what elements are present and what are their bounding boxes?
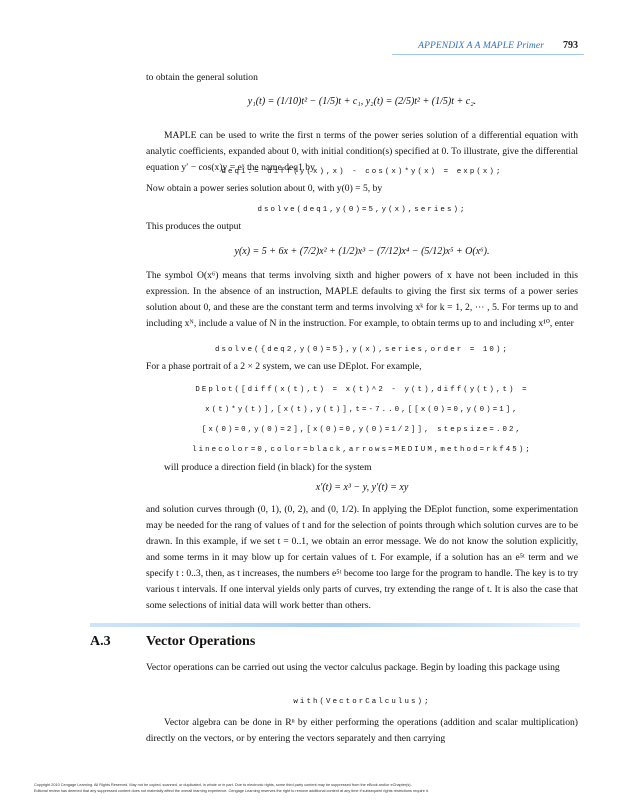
code-block-1 [146,164,578,180]
text-block-1 [146,70,578,86]
text-block-4 [146,219,578,235]
code-block-3 [146,342,578,358]
paragraph: Vector operations can be carried out using the vector calculus package. Begin by loading this package using [146,662,560,673]
text-block-5 [146,268,578,332]
paragraph: to obtain the general solution [146,72,258,83]
section-title: Vector Operations [146,634,256,649]
text-block-6 [146,359,578,375]
code-line: linecolor=0,color=black,arrows=MEDIUM,method=rkf45); [192,446,532,454]
code-line: dsolve({deq2,y(0)=5},y(x),series,order = 10); [214,346,510,354]
section-number: A.3 [90,634,111,649]
paragraph: Now obtain a power series solution about 0, with y(0) = 5, by [146,183,383,194]
section-code [146,694,578,710]
paragraph: Vector algebra can be done in Rⁿ by either performing the operations (addition and scalar multiplication) directly on the vectors, or by entering the vectors separately and then carrying [146,717,578,744]
equation: y₁(t) = (1/10)t² − (1/5)t + c₁, y₂(t) = (2/5)t² + (1/5)t + c₂. [247,96,477,107]
paragraph: and solution curves through (0, 1), (0, 2), and (0, 1/2). In applying the DEplot function, some experimentation may be needed for the rang of values of t and for the selection of points through which solution curves are to be drawn. In this example, if we set t = 0..1, we obtain an error message. We do not know the solution explicitly, and some terms in it may blow up for certain values of t. For example, if a solution has an e⁵ᵗ term and we specify t : 0..3, then, as t increases, the numbers e⁵ᵗ become too large for the program to handle. The key is to try various t intervals. If one interval yields only parts of curves, try extending the range of t. It is also the case that some selections of initial data will work better than others. [146,504,578,611]
running-head-rule [392,54,584,55]
paragraph: MAPLE can be used to write the first n terms of the power series solution of a differential equation with analytic coefficients, expanded about 0, with initial condition(s) specified at 0. To illustrate, give the differential equation y′ − cos(x)y = eˣ the name deq1 by [146,130,578,173]
text-block-7 [146,460,578,476]
paragraph: For a phase portrait of a 2 × 2 system, we can use DEplot. For example, [146,361,422,372]
code-line: x(t)*y(t)],[x(t),y(t)],t=-7..0,[[x(0)=0,y(0)=1], [205,406,519,414]
code-line: [x(0)=0,y(0)=2],[x(0)=0,y(0)=1/2]], stepsize=.02, [201,426,523,434]
paragraph: This produces the output [146,221,242,232]
section-paragraph-1 [146,660,578,676]
copyright-footer [34,782,594,794]
text-block-3 [146,181,578,197]
paragraph: will produce a direction field (in black) for the system [164,462,372,473]
section-paragraph-2 [146,715,578,747]
equation-general-solution [146,94,578,110]
footer-line: Editorial review has deemed that any suppressed content does not materially affect the overall learning experience. Cengage Learning reserves the right to remove additional content at any time if subsequent rights restrictions require it. [34,789,429,793]
code-line: dsolve(deq1,y(0)=5,y(x),series); [257,206,467,214]
section-band [90,623,580,627]
text-block-8 [146,502,578,614]
code-line: DEplot([diff(x(t),t) = x(t)^2 - y(t),diff(y(t),t) = [195,386,529,394]
footer-line: Copyright 2010 Cengage Learning. All Rights Reserved. May not be copied, scanned, or duplicated, in whole or in part. Due to electronic rights, some third party content may be suppressed from the eBook and/or eChapter(s). [34,783,412,787]
equation-system [146,480,578,496]
equation-series-output [146,244,578,260]
paragraph: The symbol O(x⁶) means that terms involving sixth and higher powers of x have not been included in this expression. In the absence of an instruction, MAPLE defaults to giving the first six terms of a power series solution about 0, and these are the constant term and terms involving xᵏ for k = 1, 2, ⋯ , 5. For terms up to and including xᴺ, include a value of N in the instruction. For example, to obtain terms up to and including x¹⁰, enter [146,270,578,329]
code-line: deq1:= diff(y(x),x) - cos(x)*y(x) = exp(x); [221,168,503,176]
code-block-deplot [146,380,578,460]
code-line: with(VectorCalculus); [293,698,431,706]
running-head [0,41,622,55]
page-number: 793 [563,40,578,51]
code-block-2 [146,202,578,218]
running-head-title: APPENDIX A A MAPLE Primer [418,41,544,51]
equation: y(x) = 5 + 6x + (7/2)x² + (1/2)x³ − (7/12)x⁴ − (5/12)x⁵ + O(x⁶). [234,246,490,257]
equation: x′(t) = x³ − y, y′(t) = xy [315,482,409,493]
